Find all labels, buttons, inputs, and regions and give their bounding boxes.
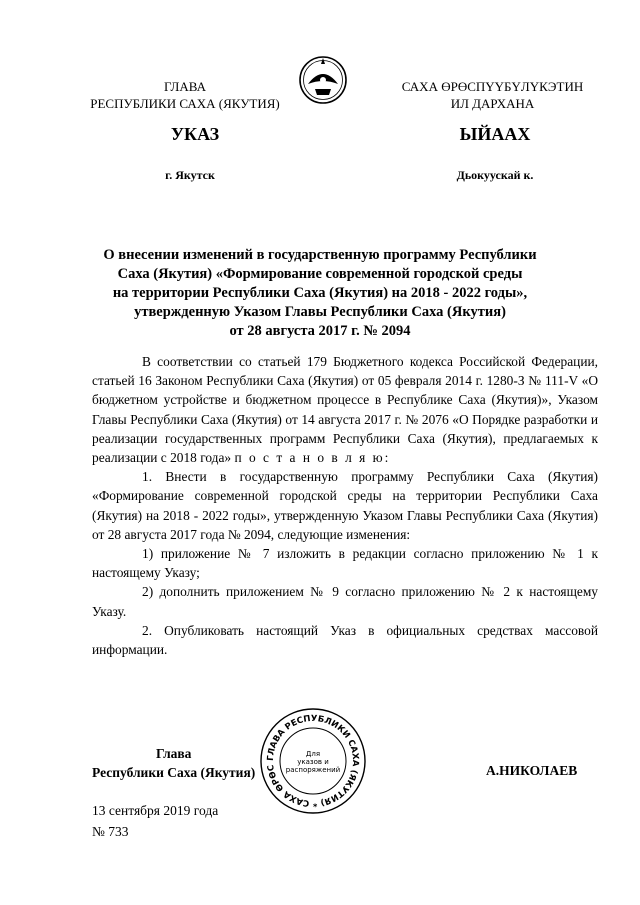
seal-center-line3: распоряжений (285, 766, 341, 774)
decree-date-number (92, 800, 218, 842)
decree-word: п о с т а н о в л я ю: (234, 450, 391, 466)
doc-type-sakha: ЫЙААХ (459, 124, 531, 144)
issuer-sakha (385, 78, 600, 112)
doc-type-ru: УКАЗ (170, 124, 220, 144)
issuer-ru-line2: РЕСПУБЛИКИ САХА (ЯКУТИЯ) (90, 96, 280, 111)
city-sakha: Дьокуускай к. (456, 168, 534, 182)
title-line: от 28 августа 2017 г. № 2094 (229, 323, 411, 339)
item-1: 1. Внести в государственную программу Республики Саха (Якутия) «Формирование современной городской среды на территории Республики Саха (Якутия) на 2018 - 2022 годы», утвержденную Указом Главы Республики Саха (Якутия) от 28 августа 2017 года № 2094, следующие изменения: (92, 469, 598, 542)
signatory-name: А.НИКОЛАЕВ (486, 763, 578, 778)
title-line: О внесении изменений в государственную программу Республики (103, 247, 537, 263)
decree-date: 13 сентября 2019 года (92, 803, 219, 818)
item-2: 2. Опубликовать настоящий Указ в официальных средствах массовой информации. (92, 622, 598, 658)
title-line: Саха (Якутия) «Формирование современной городской среды (117, 266, 523, 282)
seal-center-line2: указов и (297, 758, 329, 766)
city-ru: г. Якутск (165, 168, 215, 182)
issuer-ru-line1: ГЛАВА (164, 79, 206, 94)
decree-body (92, 352, 598, 659)
preamble-paragraph (92, 352, 598, 467)
title-line: утвержденную Указом Главы Республики Саха (Якутия) (134, 304, 506, 320)
signatory-position-line2: Республики Саха (Якутия) (92, 765, 256, 780)
seal-ring-text: ГЛАВА РЕСПУБЛИКИ САХА (ЯКУТИЯ) * САХА ӨРӨС (265, 713, 361, 809)
coat-of-arms-emblem (298, 52, 348, 108)
decree-title (88, 246, 552, 341)
seal-center-line1: Для (305, 750, 321, 758)
official-seal-stamp (258, 706, 368, 816)
issuer-sakha-line1: САХА ӨРӨСПYYБYЛYКЭТИН (401, 79, 584, 94)
decree-number: № 733 (92, 824, 129, 839)
issuer-ru (70, 78, 300, 112)
title-line: на территории Республики Саха (Якутия) на 2018 - 2022 годы», (112, 285, 528, 301)
preamble-text: В соответствии со статьей 179 Бюджетного кодекса Российской Федерации, статьей 16 Законом Республики Саха (Якутия) от 05 февраля 2014 г. 1280-З № 111-V «О бюджетном устройстве и бюджетном процессе в Республике Саха (Якутия)», Указом Главы Республики Саха (Якутия) от 14 августа 2017 г. № 2076 «О Порядке разработки и реализации государственных программ Республики Саха (Якутия), предлагаемых к реализации с 2018 года» (92, 354, 598, 466)
subitem-1: 1) приложение № 7 изложить в редакции согласно приложению № 1 к настоящему Указу; (92, 546, 598, 581)
issuer-sakha-line2: ИЛ ДАРХАНА (450, 96, 535, 111)
subitem-2: 2) дополнить приложением № 9 согласно приложению № 2 к настоящему Указу. (92, 584, 598, 619)
signatory-position-line1: Глава (156, 746, 192, 761)
